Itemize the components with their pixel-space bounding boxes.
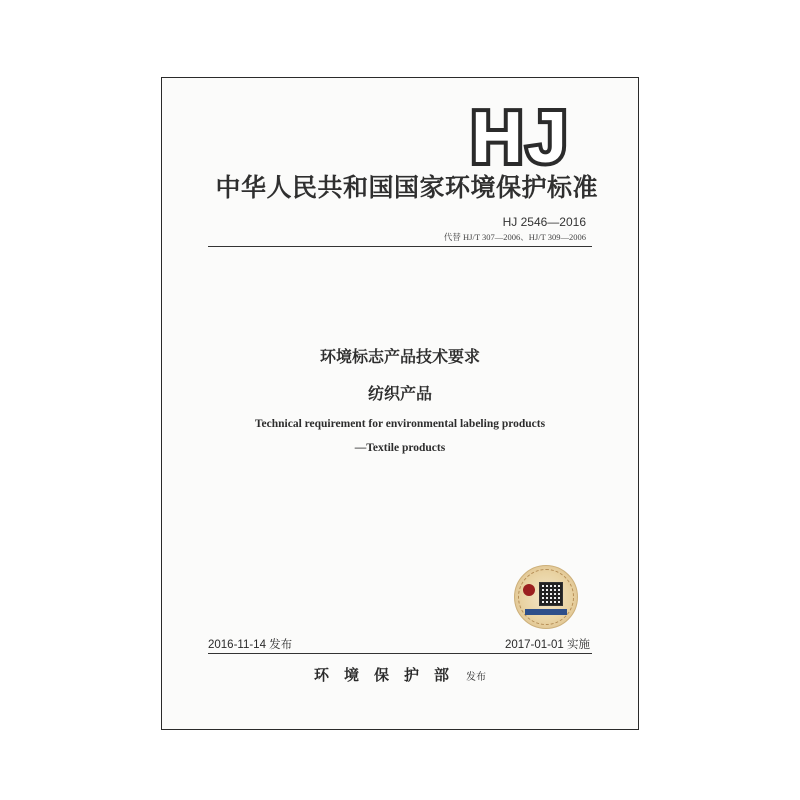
national-emblem-icon — [523, 584, 535, 596]
bottom-divider — [208, 653, 592, 654]
anti-counterfeit-seal — [514, 565, 578, 629]
title-en-line2: —Textile products — [354, 442, 446, 454]
issuer-title: 中华人民共和国国家环境保护标准 — [215, 173, 598, 202]
publisher-suffix: 发布 — [466, 672, 486, 683]
standard-cover-page — [161, 77, 639, 730]
hj-logo-text: HJ — [470, 98, 571, 178]
seal-band — [525, 609, 567, 615]
qr-code-icon — [539, 582, 563, 606]
issue-date: 2016-11-14 发布 — [208, 639, 293, 651]
title-cn-line2: 纺织产品 — [367, 384, 432, 403]
hj-logo — [470, 98, 571, 178]
replaces-note: 代替 HJ/T 307—2006、HJ/T 309—2006 — [443, 232, 586, 242]
publisher-name: 环境保护部 — [313, 666, 464, 684]
standard-number: HJ 2546—2016 — [502, 215, 586, 229]
top-divider — [208, 246, 592, 247]
effective-date: 2017-01-01 实施 — [504, 639, 590, 651]
title-en-line1: Technical requirement for environmental labeling products — [254, 418, 546, 430]
publisher — [162, 664, 638, 685]
title-cn-line1: 环境标志产品技术要求 — [319, 347, 480, 366]
